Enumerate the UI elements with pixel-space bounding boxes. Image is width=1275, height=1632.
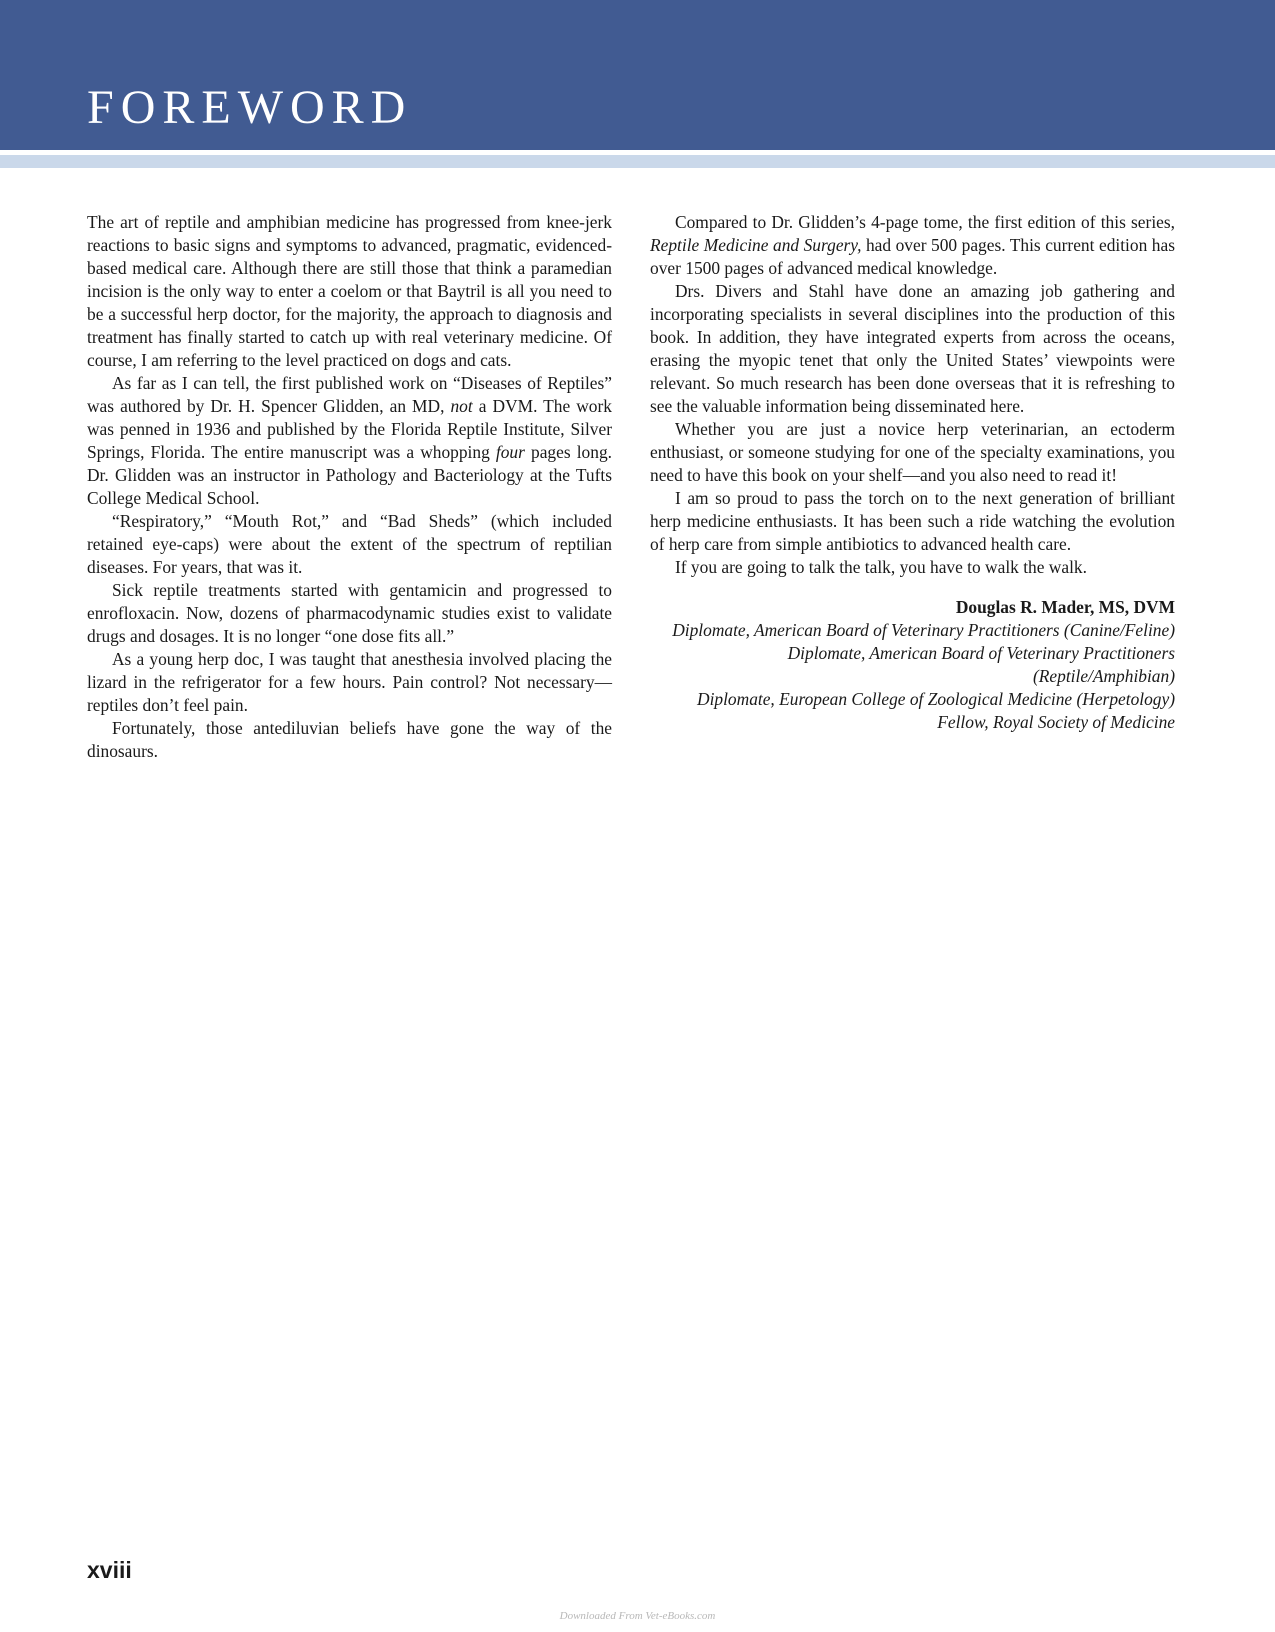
- paragraph: Whether you are just a novice herp veterinarian, an ectoderm enthusiast, or someone studying for one of the specialty examinations, you need to have this book on your shelf—and you also need to read it!: [650, 419, 1175, 485]
- paragraph: [87, 372, 612, 510]
- paragraph: As a young herp doc, I was taught that anesthesia involved placing the lizard in the refrigerator for a few hours. Pain control? Not necessary—reptiles don’t feel pain.: [87, 649, 612, 715]
- book-title: Reptile Medicine and Surgery,: [650, 235, 862, 255]
- left-column: [87, 211, 612, 763]
- paragraph: [650, 211, 1175, 280]
- author-name: Douglas R. Mader, MS, DVM: [955, 597, 1175, 617]
- paragraph: I am so proud to pass the torch on to the next generation of brilliant herp medicine enthusiasts. It has been such a ride watching the evolution of herp care from simple antibiotics to advanced health care.: [650, 488, 1175, 554]
- signature-block: [650, 596, 1175, 734]
- paragraph: The art of reptile and amphibian medicine has progressed from knee-jerk reactions to basic signs and symptoms to advanced, pragmatic, evidenced-based medical care. Although there are still those that think a paramedian incision is the only way to enter a coelom or that Baytril is all you need to be a successful herp doctor, for the majority, the approach to diagnosis and treatment has finally started to catch up with real veterinary medicine. Of course, I am referring to the level practiced on dogs and cats.: [87, 212, 612, 370]
- emphasis: not: [450, 396, 473, 416]
- page-title: FOREWORD: [87, 81, 413, 134]
- emphasis: four: [495, 442, 525, 462]
- download-watermark: Downloaded From Vet-eBooks.com: [559, 1610, 716, 1622]
- credential-line: (Reptile/Amphibian): [1033, 666, 1175, 686]
- credential-line: Diplomate, American Board of Veterinary Practitioners: [787, 643, 1175, 663]
- text-run: had over 500 pages. This current edition has over 1500 pages of advanced medical knowledge.: [650, 235, 1175, 278]
- paragraph: Sick reptile treatments started with gentamicin and progressed to enrofloxacin. Now, dozens of pharmacodynamic studies exist to validate drugs and dosages. It is no longer “one dose fits all.”: [87, 580, 612, 646]
- credential-line: Diplomate, American Board of Veterinary Practitioners (Canine/Feline): [672, 620, 1175, 640]
- paragraph: Drs. Divers and Stahl have done an amazing job gathering and incorporating specialists in several disciplines into the production of this book. In addition, they have integrated experts from across the oceans, erasing the myopic tenet that only the United States’ viewpoints were relevant. So much research has been done overseas that it is refreshing to see the valuable information being disseminated here.: [650, 281, 1175, 416]
- page-number: xviii: [87, 1557, 132, 1583]
- paragraph: “Respiratory,” “Mouth Rot,” and “Bad Sheds” (which included retained eye-caps) were about the extent of the spectrum of reptilian diseases. For years, that was it.: [87, 511, 612, 577]
- text-run: pages long. Dr. Glidden was an instructor in Pathology and Bacteriology at the Tufts College Medical School.: [87, 442, 612, 508]
- text-run: a DVM. The work was penned in 1936 and published by the Florida Reptile Institute, Silver Springs, Florida. The entire manuscript was a whopping: [87, 396, 612, 462]
- text-run: Compared to Dr. Glidden’s 4-page tome, the first edition of this series,: [675, 212, 1175, 232]
- credential-line: Fellow, Royal Society of Medicine: [937, 712, 1175, 732]
- right-column: [650, 211, 1175, 734]
- text-run: As far as I can tell, the first published work on “Diseases of Reptiles” was authored by Dr. H. Spencer Glidden, an MD,: [87, 373, 612, 416]
- paragraph: Fortunately, those antediluvian beliefs have gone the way of the dinosaurs.: [87, 718, 612, 761]
- credential-line: Diplomate, European College of Zoological Medicine (Herpetology): [697, 689, 1175, 709]
- header-stripe: [0, 155, 1275, 168]
- paragraph: If you are going to talk the talk, you have to walk the walk.: [675, 557, 1087, 577]
